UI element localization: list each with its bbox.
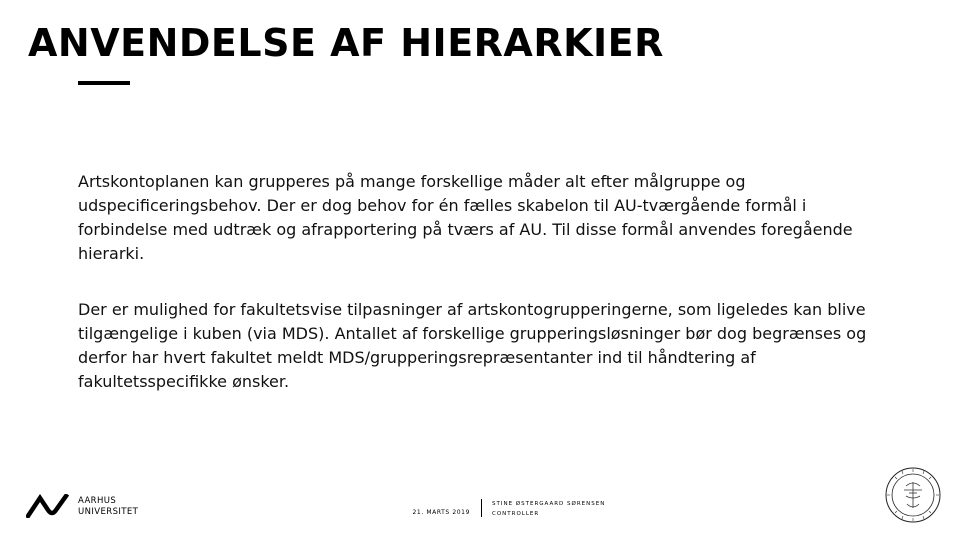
footer-divider — [481, 499, 482, 517]
title-underline — [78, 81, 130, 85]
footer-date: 21. MARTS 2019 — [412, 509, 470, 516]
footer-presenter — [492, 499, 605, 519]
paragraph-1: Artskontoplanen kan grupperes på mange forskellige måder alt efter målgruppe og udspecificeringsbehov. Der er dog behov for én fælles skabelon til AU-tværgående formål i forbindelse med udtræk og afrapportering på tværs af AU. Til disse formål anvendes foregående hierarki. — [78, 172, 853, 263]
paragraph-2: Der er mulighed for fakultetsvise tilpasninger af artskontogrupperingerne, som ligeledes kan blive tilgængelige i kuben (via MDS). Antallet af forskellige grupperingsløsninger bør dog begrænses og derfor har hvert fakultet meldt MDS/grupperingsrepræsentanter ind til håndtering af fakultetsspecifikke ønsker. — [78, 300, 867, 391]
presenter-role: CONTROLLER — [492, 511, 540, 517]
university-name-line-1: AARHUS — [78, 496, 117, 506]
slide-title: ANVENDELSE AF HIERARKIER — [28, 21, 664, 65]
au-wave-logo-icon — [26, 494, 70, 518]
university-name-line-2: UNIVERSITET — [78, 507, 139, 517]
presenter-name: STINE ØSTERGAARD SØRENSEN — [492, 501, 606, 507]
university-name — [78, 496, 138, 518]
au-seal-icon — [884, 466, 942, 524]
